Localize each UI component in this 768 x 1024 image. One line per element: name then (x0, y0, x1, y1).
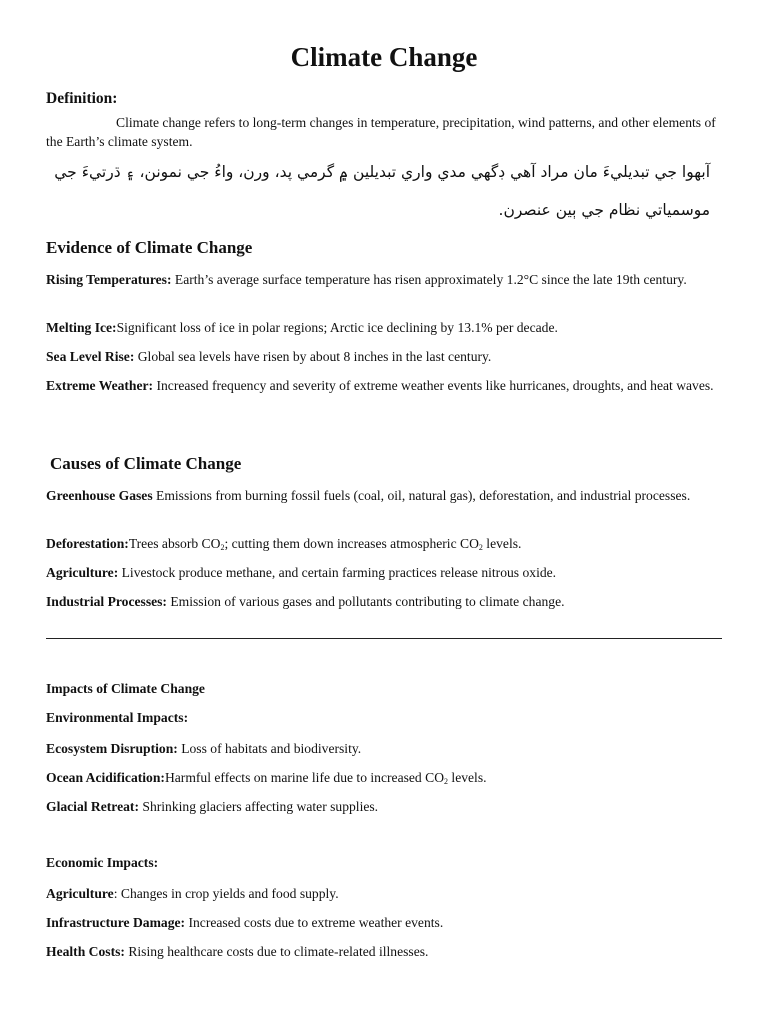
horizontal-divider (46, 638, 722, 639)
evidence-text: Earth’s average surface temperature has risen approximately 1.2°C since the late 19th century. (171, 272, 687, 287)
impact-item (46, 797, 726, 816)
cause-text: Livestock produce methane, and certain farming practices release nitrous oxide. (118, 565, 557, 580)
evidence-item (46, 270, 726, 289)
cause-label: Greenhouse Gases (46, 488, 153, 503)
co2-subscript: 2 (220, 543, 225, 552)
cause-label: Deforestation: (46, 536, 129, 551)
page-title: Climate Change (290, 42, 478, 72)
impact-label: Health Costs: (46, 944, 125, 959)
cause-text: Trees absorb CO (128, 536, 221, 551)
evidence-item (46, 347, 726, 366)
impact-label: Glacial Retreat: (46, 799, 139, 814)
impact-text: Shrinking glaciers affecting water supplies. (138, 799, 379, 814)
impact-label: Infrastructure Damage: (46, 915, 186, 930)
impact-label: Ecosystem Disruption: (46, 741, 178, 756)
cause-label: Agriculture: (46, 565, 119, 580)
evidence-text: Significant loss of ice in polar regions; Arctic ice declining by 13.1% per decade. (116, 320, 558, 335)
evidence-label: Rising Temperatures: (46, 272, 172, 287)
cause-text: ; cutting them down increases atmospheric CO (224, 536, 479, 551)
impact-text: Harmful effects on marine life due to increased CO (164, 770, 445, 785)
impact-item (46, 768, 726, 791)
evidence-item (46, 376, 726, 395)
co2-subscript: 2 (478, 543, 483, 552)
evidence-heading: Evidence of Climate Change (46, 238, 253, 257)
cause-text: Emission of various gases and pollutants contributing to climate change. (166, 594, 565, 609)
causes-heading: Causes of Climate Change (50, 454, 242, 473)
definition-heading: Definition: (46, 90, 118, 107)
impact-item (46, 942, 726, 961)
impact-item (46, 739, 726, 758)
evidence-label: Sea Level Rise: (46, 349, 135, 364)
cause-item (46, 534, 726, 557)
impact-label: Agriculture (46, 886, 114, 901)
evidence-item (46, 318, 726, 337)
impact-text: Loss of habitats and biodiversity. (177, 741, 362, 756)
impact-label: Ocean Acidification: (46, 770, 165, 785)
definition-text: Climate change refers to long-term changes in temperature, precipitation, wind patterns, and other elements of the Earth’s climate system. (46, 115, 716, 149)
impact-text: : Changes in crop yields and food supply. (113, 886, 339, 901)
cause-text: Emissions from burning fossil fuels (coal, oil, natural gas), deforestation, and industrial processes. (152, 488, 691, 503)
cause-item (46, 486, 726, 505)
evidence-label: Extreme Weather: (46, 378, 154, 393)
co2-subscript: 2 (444, 777, 449, 786)
impact-text: Increased costs due to extreme weather events. (185, 915, 444, 930)
impact-text: levels. (448, 770, 487, 785)
economic-impacts-heading: Economic Impacts: (46, 855, 159, 870)
impact-item (46, 884, 726, 903)
impacts-heading: Impacts of Climate Change (46, 681, 205, 696)
evidence-text: Global sea levels have risen by about 8 inches in the last century. (134, 349, 492, 364)
evidence-label: Melting Ice: (46, 320, 117, 335)
cause-item (46, 592, 726, 611)
environmental-impacts-heading: Environmental Impacts: (46, 710, 189, 725)
impact-text: Rising healthcare costs due to climate-related illnesses. (124, 944, 429, 959)
cause-label: Industrial Processes: (46, 594, 167, 609)
definition-sindhi-text: آبهوا جي تبديليءَ مان مراد آهي ڊگهي مدي واري تبديلين ۾ گرمي پد، ورن، واءُ جي نمونن، ۽ ڌرتيءَ جي موسمياتي نظام جي ٻين عنصرن. (54, 163, 710, 219)
impact-item (46, 913, 726, 932)
cause-item (46, 563, 726, 582)
evidence-text: Increased frequency and severity of extreme weather events like hurricanes, droughts, and heat waves. (153, 378, 714, 393)
cause-text: levels. (482, 536, 522, 551)
